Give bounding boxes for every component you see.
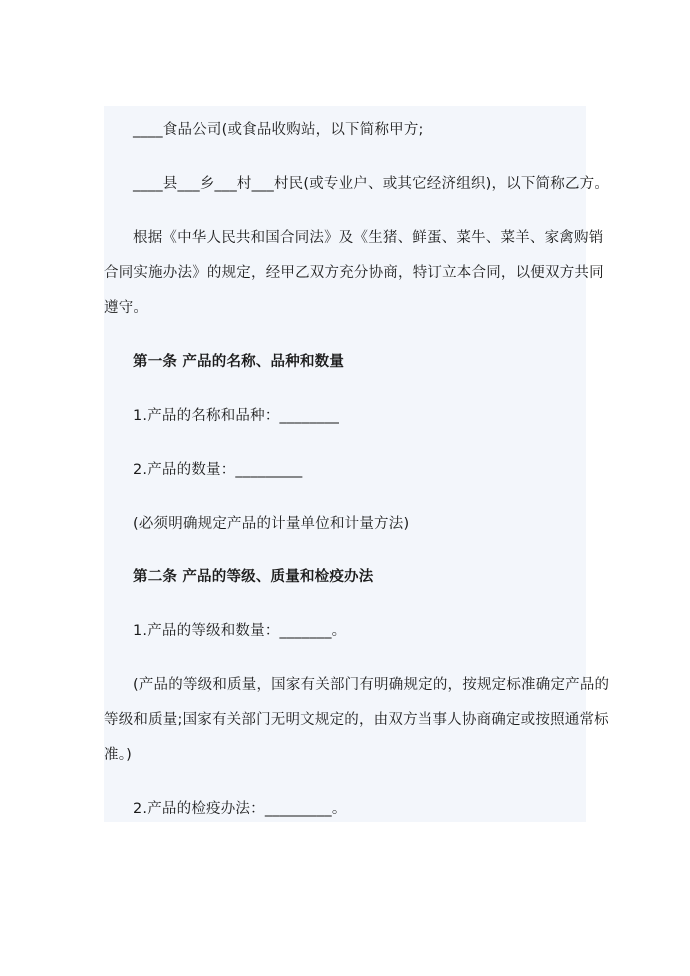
party-b-line: ____县___乡___村___村民(或专业户、或其它经济组织)，以下简称乙方。 (133, 176, 610, 192)
article-1-heading: 第一条 产品的名称、品种和数量 (133, 354, 345, 370)
article-2-heading: 第二条 产品的等级、质量和检疫办法 (133, 569, 374, 585)
article-2-item-1: 1.产品的等级和数量：_______。 (133, 623, 347, 639)
preamble-line-2: 合同实施办法》的规定，经甲乙双方充分协商，特订立本合同，以便双方共同 (104, 265, 604, 281)
party-a-line: ____食品公司(或食品收购站，以下简称甲方; (133, 122, 424, 138)
article-2-note-line-1: (产品的等级和质量，国家有关部门有明确规定的，按规定标准确定产品的 (133, 677, 610, 693)
article-2-note-line-2: 等级和质量;国家有关部门无明文规定的，由双方当事人协商确定或按照通常标 (104, 712, 609, 728)
article-1-item-2: 2.产品的数量：_________ (133, 462, 303, 478)
preamble-line-1: 根据《中华人民共和国合同法》及《生猪、鲜蛋、菜牛、菜羊、家禽购销 (133, 230, 604, 246)
article-2-note-line-3: 准。) (104, 747, 133, 763)
article-1-item-1: 1.产品的名称和品种：________ (133, 408, 340, 424)
article-2-item-2: 2.产品的检疫办法：_________。 (133, 801, 347, 817)
preamble-line-3: 遵守。 (104, 300, 149, 316)
article-1-note: (必须明确规定产品的计量单位和计量方法) (133, 516, 410, 532)
